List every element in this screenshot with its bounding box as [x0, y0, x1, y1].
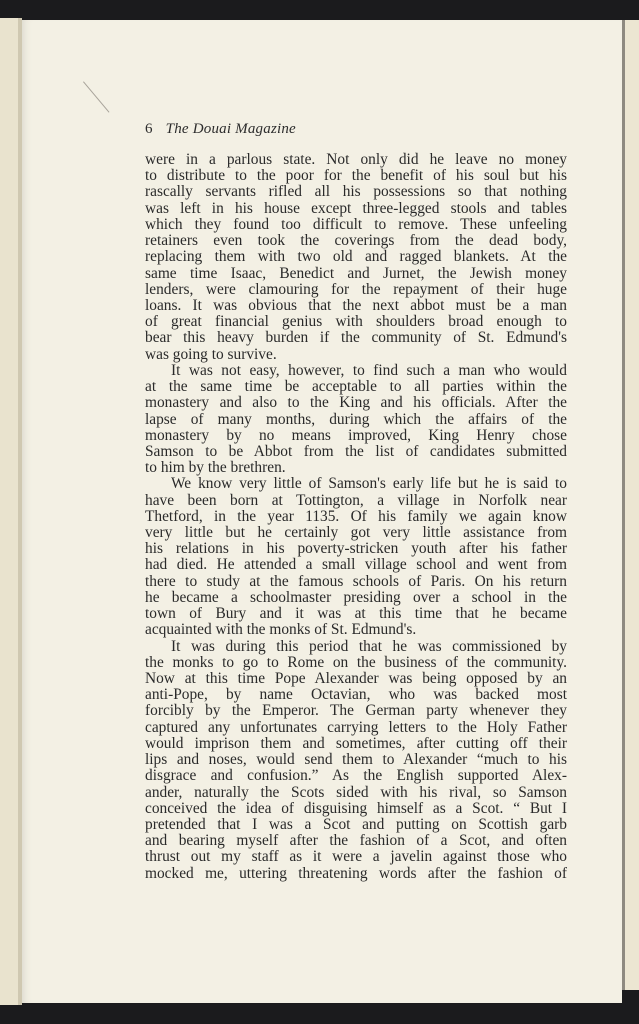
- text-line: pretended that I was a Scot and putting on Scottish garb: [145, 816, 567, 833]
- text-line: to distribute to the poor for the benefit of his soul but his: [145, 168, 567, 185]
- text-line: retainers even took the coverings from the dead body,: [145, 233, 567, 250]
- text-line: lapse of many months, during which the affairs of the: [145, 411, 567, 428]
- text-line: lips and noses, would send them to Alexander “much to his: [145, 752, 567, 769]
- paragraph: [145, 152, 567, 363]
- text-line: and bearing myself after the fashion of a Scot, and often: [145, 833, 567, 850]
- text-line: to him by the brethren.: [145, 460, 286, 477]
- paragraph: [145, 639, 567, 882]
- text-line: loans. It was obvious that the next abbot must be a man: [145, 297, 567, 314]
- text-line: It was during this period that he was commissioned by: [171, 638, 567, 655]
- paragraph: [145, 363, 567, 477]
- running-header: [145, 121, 296, 138]
- text-line: anti-Pope, by name Octavian, who was backed most: [145, 687, 567, 704]
- text-line: there to study at the famous schools of Paris. On his return: [145, 573, 567, 590]
- text-line: conceived the idea of disguising himself as a Scot. “ But I: [145, 800, 567, 817]
- running-title: The Douai Magazine: [165, 121, 296, 137]
- text-line: We know very little of Samson's early life but he is said to: [171, 476, 567, 493]
- text-line: have been born at Tottington, a village in Norfolk near: [145, 492, 567, 509]
- text-line: disgrace and confusion.” As the English supported Alex-: [145, 768, 567, 785]
- text-line: Samson to be Abbot from the list of candidates submitted: [145, 443, 567, 460]
- text-line: at the same time be acceptable to all parties within the: [145, 379, 567, 396]
- text-line: rascally servants rifled all his possessions so that nothing: [145, 184, 567, 201]
- text-line: monastery by no means improved, King Henry chose: [145, 427, 567, 444]
- book-right-shadow: [622, 20, 625, 990]
- text-line: town of Bury and it was at this time that he became: [145, 606, 567, 623]
- text-line: Thetford, in the year 1135. Of his family we again know: [145, 508, 567, 525]
- text-line: replacing them with two old and ragged blankets. At the: [145, 249, 567, 266]
- book-right-page-edge: [625, 20, 639, 990]
- text-line: his relations in his poverty-stricken youth after his father: [145, 541, 567, 558]
- text-line: which they found too difficult to remove. These unfeeling: [145, 216, 567, 233]
- paragraph: [145, 476, 567, 638]
- text-line: captured any unfortunates carrying letters to the Holy Father: [145, 719, 567, 736]
- text-line: forcibly by the Emperor. The German party whenever they: [145, 703, 567, 720]
- text-line: mocked me, uttering threatening words after the fashion of: [145, 865, 567, 882]
- text-line: were in a parlous state. Not only did he leave no money: [145, 152, 567, 168]
- text-line: bear this heavy burden if the community of St. Edmund's: [145, 330, 567, 347]
- text-line: the monks to go to Rome on the business of the community.: [145, 654, 567, 671]
- page-number: 6: [145, 121, 153, 137]
- text-line: acquainted with the monks of St. Edmund's.: [145, 622, 417, 639]
- text-line: monastery and also to the King and his officials. After the: [145, 395, 567, 412]
- text-line: had died. He attended a small village school and went from: [145, 557, 567, 574]
- text-line: was going to survive.: [145, 346, 277, 363]
- text-line: lenders, were clamouring for the repayment of their huge: [145, 281, 567, 298]
- text-line: of great financial genius with shoulders broad enough to: [145, 314, 567, 331]
- text-line: was left in his house except three-legged stools and tables: [145, 200, 567, 217]
- text-line: thrust out my staff as it were a javelin against those who: [145, 849, 567, 866]
- body-text: [145, 152, 567, 882]
- text-line: same time Isaac, Benedict and Jurnet, the Jewish money: [145, 265, 567, 282]
- text-line: Now at this time Pope Alexander was being opposed by an: [145, 671, 567, 687]
- text-line: very little but he certainly got very little assistance from: [145, 525, 567, 542]
- text-line: It was not easy, however, to find such a man who would: [171, 362, 567, 379]
- text-line: would imprison them and sometimes, after cutting off their: [145, 735, 567, 752]
- text-line: he became a schoolmaster presiding over a school in the: [145, 589, 567, 606]
- text-line: ander, naturally the Scots sided with his rival, so Samson: [145, 784, 567, 801]
